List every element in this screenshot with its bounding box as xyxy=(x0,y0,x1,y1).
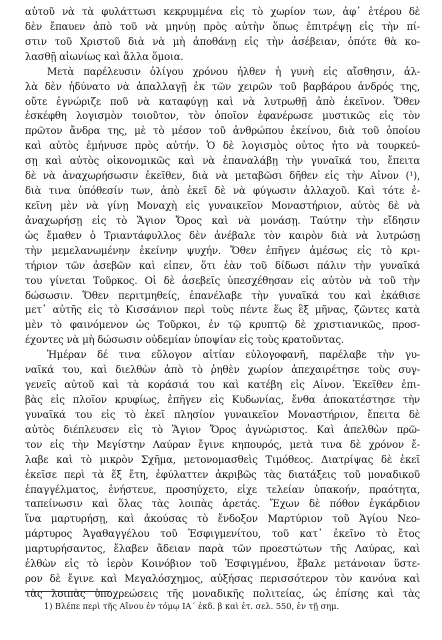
text-line: αὐτοῦ νὰ τὰ φυλάττωσι κεκρυμμένα εἰς τὸ χωρίον των, ἀφ᾿ ἑτέρου δὲ xyxy=(25,7,420,18)
page-text-block xyxy=(25,6,420,603)
text-line: ἐκεῖσε περὶ τὰ ἕξ ἔτη, ἐφύλαττεν ἀκριβῶς τὰς διατάξεις τοῦ μοναδικοῦ xyxy=(25,469,420,481)
text-line: λαβε καὶ τὸ μικρὸν Σχῆμα, μετονομασθεὶς Τιμόθεος. Διατρίψας δὲ ἐκεῖ xyxy=(25,454,420,466)
text-line: πρῶτον ἄνδρα της, μὲ τὸ μέσον τοῦ ἀνθρώπου ἐκείνου, διὰ τοῦ ὁποίου xyxy=(25,126,420,138)
text-line: τον εἰς τὴν Μεγίστην Λαύραν ἔγινε κηπουρός, μετὰ τινα δὲ χρόνον ἔ- xyxy=(25,439,420,451)
body-text xyxy=(25,6,420,603)
text-line: γενεῖς αὐτοῦ καὶ τὰ κοράσιά του καὶ κατέβη εἰς Αἶνον. Ἐκεῖθεν ἐπι- xyxy=(25,380,420,392)
text-line: στιν τοῦ Χριστοῦ διὰ νὰ μὴ ἀποθάνῃ εἰς τὴν ἀσέβειαν, ὁπότε θὰ κο- xyxy=(25,36,420,48)
text-line: κεῖνη μὲν νὰ γίνῃ Μοναχὴ εἰς γυναικεῖον Μοναστήριον, αὐτὸς δὲ νὰ xyxy=(25,200,420,212)
text-line: σῃ καὶ αὐτὸς οἰκονομικῶς καὶ νὰ ἐπαναλάβῃ τὴν γυναῖκά του, ἔπειτα xyxy=(25,156,420,168)
text-line: δώσωσιν. Ὅθεν περιτμηθείς, ἐπανέλαβε τὴν γυναῖκά του καὶ ἐκάθισε xyxy=(25,290,420,302)
text-line: διὰ τινα ὑπόθεσίν των, ἀπὸ ἐκεῖ δὲ νὰ φύγωσιν ἀλλαχοῦ. Καὶ τότε ἐ- xyxy=(25,186,420,198)
text-line: δὲν ἔπαυεν ἀπὸ τοῦ νὰ μηνύῃ πρὸς αὐτὴν ὅπως ἐπιτρέψῃ εἰς τὴν πί- xyxy=(25,21,420,33)
text-line: οὔτε ἐγνώριζε ποῦ νὰ καταφύγῃ καὶ νὰ λυτρωθῇ ἀπὸ ἐκεῖνον. Ὅθεν xyxy=(25,96,420,108)
text-line: ἀναχωρήσῃ εἰς τὸ Ἅγιον Ὄρος καὶ νὰ μονάσῃ. Ταύτην τὴν εἴδησιν xyxy=(25,215,420,227)
text-line: δὲ νὰ ἀναχωρήσωσιν ἐκεῖθεν, διὰ νὰ μεταβῶσι δῆθεν εἰς τὴν Αἶνον (¹), xyxy=(25,171,420,183)
text-line: ἐπαγγέλματος, ἐνήστευε, προσηύχετο, εἶχε τελείαν ὑπακοήν, πραότητα, xyxy=(25,484,420,496)
text-line: έχοντες νὰ μὴ δώσωσιν οὐδεμίαν ὑποψίαν εἰς τοὺς κρατοῦντας. xyxy=(25,335,344,347)
text-line: αὐτὸς διέπλευσεν εἰς τὸ Ἅγιον Ὄρος ἀγνώριστος. Καὶ ἀπελθὼν πρῶ- xyxy=(25,424,420,436)
text-line: τήριον τῶν ἀσεβῶν καὶ εἶπεν, ὅτι ἐὰν τοῦ δίδωσι πάλιν τὴν γυναῖκά xyxy=(25,260,420,272)
text-line: Μετὰ παρέλευσιν ὀλίγου χρόνου ἦλθεν ἡ γυνὴ εἰς αἴσθησιν, ἀλ- xyxy=(47,66,420,78)
text-line: γυναῖκά του εἰς τὸ ἐκεῖ πλησίον γυναικεῖον Μοναστήριον, ἔπειτα δὲ xyxy=(25,409,420,421)
text-line: τὰς λοιπὰς ὑποχρεώσεις τῆς μοναδικῆς πολιτείας, ὡς ἐπίσης καὶ τὰς xyxy=(25,588,420,600)
text-line: του γίνεται Τοῦρκος. Οἱ δὲ ἀσεβεῖς ὑπεσχέθησαν εἰς αὐτὸν νὰ τοῦ τὴν xyxy=(25,275,420,287)
text-line: ρον δὲ ἔγινε καὶ Μεγαλόσχημος, αὐξήσας περισσότερον τὸν κανόνα καὶ xyxy=(25,574,420,586)
text-line: ὡς ἔμαθεν ὁ Τριαντάφυλλος δὲν ἀνέβαλε τὸν καιρὸν διὰ νὰ λυτρώσῃ xyxy=(25,230,420,242)
text-line: λὰ δὲν ἠδύνατο νὰ ἀπαλλαγῇ ἐκ τῶν χειρῶν τοῦ βαρβάρου ἀνδρός της, xyxy=(25,81,420,93)
text-line: μετ᾿ αὐτῆς εἰς τὸ Κισσάνιον περὶ τοὺς πέντε ἕως ἓξ μῆνας, ζῶντες κατὰ xyxy=(25,305,420,317)
text-line: μὲν τὸ φαινόμενον ὡς Τοῦρκοι, ἐν τῷ κρυπτῷ δὲ χριστιανικῶς, προσ- xyxy=(25,320,420,332)
text-line: ἵνα μαρτυρήσῃ, καὶ ἀκούσας τὸ ἔνδοξον Μαρτύριον τοῦ Ἁγίου Νεο- xyxy=(25,514,420,526)
text-line: μάρτυρος Ἀγαθαγγέλου τοῦ Ἐσφιγμενίτου, τοῦ κατ᾿ ἐκεῖνο τὸ ἔτος xyxy=(25,529,420,541)
text-line: Ἡμέραν δέ τινα εὔλογον αἰτίαν εὑλογοφανῆ, παρέλαβε τὴν γυ- xyxy=(47,350,420,362)
text-line: τὴν μεμελανωμένην ἐκείνην ψυχήν. Ὅθεν ἐπῆγεν ἀμέσως εἰς τὸ κρι- xyxy=(25,245,420,257)
text-line: ἐσκέφθη λογισμὸν τοιοῦτον, τὸν ὁποῖον ἐφανέρωσε μυστικῶς εἰς τὸν xyxy=(25,111,420,123)
text-line: ταπείνωσιν καὶ ὅλας τὰς λοιπὰς ἀρετάς. Ἔχων δὲ πόθον ἐγκάρδιον xyxy=(25,499,420,511)
text-line: ἐλθὼν εἰς τὸ ἱερὸν Κοινόβιον τοῦ Ἐσφιγμένου, ἔβαλε μετάνοιαν ὕστε- xyxy=(25,559,420,571)
text-line: λασθῇ αἰωνίως καὶ ἄλλα ὅμοια. xyxy=(25,51,184,63)
footnote: 1) Βλέπε περὶ τῆς Αἴνου ἐν τόμῳ ΙΑ΄ ἐκδ. β καὶ ἐτ. σελ. 550, ἐν τῇ σημ. xyxy=(44,601,340,611)
text-line: καὶ αὐτὸς ἐμήνυσε πρὸς αὐτήν. Ὁ δὲ λογισμὸς οὗτος ἦτο νὰ τουρκεύ- xyxy=(25,141,420,153)
text-line: μαρτυρήσαντος, ἔλαβεν ἄδειαν παρὰ τῶν προεστώτων τῆς Λαύρας, καὶ xyxy=(25,544,420,556)
footnote-divider xyxy=(25,591,111,592)
text-line: ναῖκά του, καὶ διελθὼν ἀπὸ τὸ ῥηθὲν χωρίον ἀπεχαιρέτησε τοὺς συγ- xyxy=(25,365,420,377)
text-line: βὰς εἰς πλοῖον κρυφίως, ἐπῆγεν εἰς Κυδωνίας, ἔνθα ἀποκατέστησε τὴν xyxy=(25,394,420,406)
